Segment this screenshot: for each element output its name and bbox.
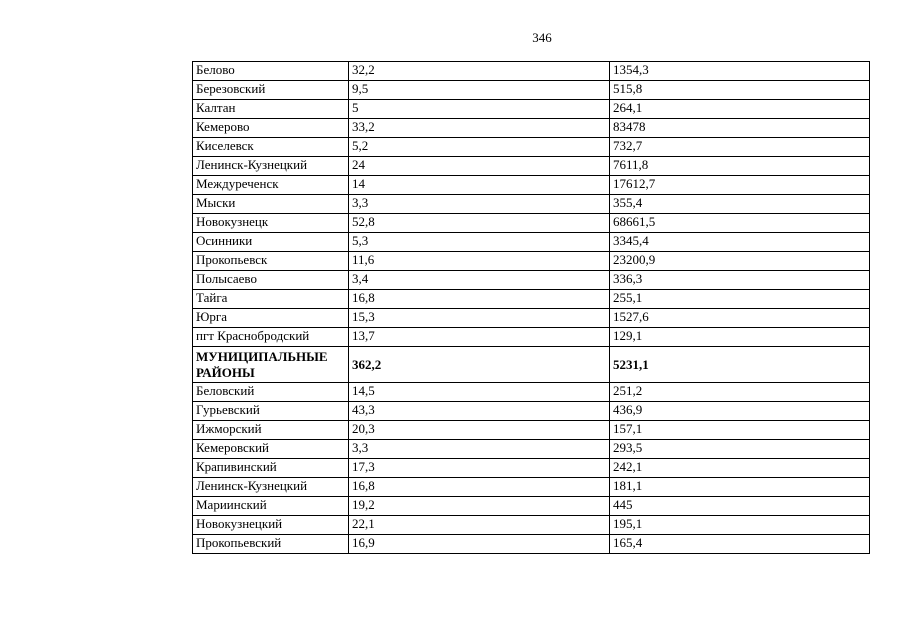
table-row [193,516,870,535]
value-2-cell: 195,1 [610,516,870,535]
value-2-cell: 7611,8 [610,157,870,176]
table-row [193,535,870,554]
value-2-cell: 157,1 [610,421,870,440]
value-2-cell: 255,1 [610,290,870,309]
value-1-cell: 13,7 [349,328,610,347]
district-name-cell: Кемерово [193,119,349,138]
table-row [193,271,870,290]
table-row [193,309,870,328]
district-name-cell: Березовский [193,81,349,100]
value-1-cell: 3,3 [349,195,610,214]
value-2-cell: 436,9 [610,402,870,421]
table-row [193,290,870,309]
value-1-cell: 20,3 [349,421,610,440]
table-row [193,233,870,252]
value-1-cell: 16,8 [349,290,610,309]
district-name-cell: Полысаево [193,271,349,290]
value-2-cell: 264,1 [610,100,870,119]
table-row [193,62,870,81]
page-number: 346 [532,30,552,45]
data-table [192,61,870,554]
value-2-cell: 355,4 [610,195,870,214]
table-row [193,100,870,119]
value-2-cell: 1527,6 [610,309,870,328]
value-1-cell: 5 [349,100,610,119]
section-value-2-cell: 5231,1 [610,347,870,383]
value-2-cell: 83478 [610,119,870,138]
value-1-cell: 52,8 [349,214,610,233]
value-1-cell: 14 [349,176,610,195]
value-1-cell: 3,4 [349,271,610,290]
district-name-cell: Мариинский [193,497,349,516]
district-name-cell: Ленинск-Кузнецкий [193,478,349,497]
district-name-cell: Калтан [193,100,349,119]
table-row [193,328,870,347]
district-name-cell: Белово [193,62,349,81]
section-name-cell: МУНИЦИПАЛЬНЫЕ РАЙОНЫ [193,347,349,383]
table-row [193,421,870,440]
value-2-cell: 732,7 [610,138,870,157]
district-name-cell: Беловский [193,383,349,402]
district-name-cell: Мыски [193,195,349,214]
value-1-cell: 17,3 [349,459,610,478]
value-2-cell: 251,2 [610,383,870,402]
district-name-cell: Юрга [193,309,349,328]
table-row [193,478,870,497]
district-name-cell: Новокузнецк [193,214,349,233]
table-row [193,195,870,214]
value-1-cell: 22,1 [349,516,610,535]
value-2-cell: 445 [610,497,870,516]
district-name-cell: Прокопьевский [193,535,349,554]
table-row [193,383,870,402]
district-name-cell: Тайга [193,290,349,309]
value-2-cell: 129,1 [610,328,870,347]
value-1-cell: 33,2 [349,119,610,138]
table-row [193,157,870,176]
district-name-cell: Крапивинский [193,459,349,478]
value-2-cell: 515,8 [610,81,870,100]
value-2-cell: 68661,5 [610,214,870,233]
value-2-cell: 181,1 [610,478,870,497]
table-row [193,214,870,233]
district-name-cell: пгт Краснобродский [193,328,349,347]
value-1-cell: 5,3 [349,233,610,252]
district-name-cell: Междуреченск [193,176,349,195]
value-2-cell: 17612,7 [610,176,870,195]
value-1-cell: 14,5 [349,383,610,402]
table-row [193,459,870,478]
value-2-cell: 293,5 [610,440,870,459]
district-name-cell: Прокопьевск [193,252,349,271]
value-1-cell: 5,2 [349,138,610,157]
district-name-cell: Новокузнецкий [193,516,349,535]
table-row [193,252,870,271]
value-1-cell: 3,3 [349,440,610,459]
district-name-cell: Киселевск [193,138,349,157]
value-2-cell: 3345,4 [610,233,870,252]
value-1-cell: 9,5 [349,81,610,100]
district-name-cell: Осинники [193,233,349,252]
table-row [193,138,870,157]
value-1-cell: 11,6 [349,252,610,271]
value-2-cell: 336,3 [610,271,870,290]
table-row [193,176,870,195]
table-body [193,62,870,554]
value-2-cell: 1354,3 [610,62,870,81]
value-1-cell: 16,9 [349,535,610,554]
section-value-1-cell: 362,2 [349,347,610,383]
value-1-cell: 19,2 [349,497,610,516]
value-1-cell: 43,3 [349,402,610,421]
value-2-cell: 242,1 [610,459,870,478]
value-2-cell: 165,4 [610,535,870,554]
district-name-cell: Ижморский [193,421,349,440]
value-1-cell: 32,2 [349,62,610,81]
value-1-cell: 16,8 [349,478,610,497]
value-1-cell: 24 [349,157,610,176]
table-row [193,402,870,421]
table-row [193,440,870,459]
value-1-cell: 15,3 [349,309,610,328]
district-name-cell: Кемеровский [193,440,349,459]
table-row [193,81,870,100]
value-2-cell: 23200,9 [610,252,870,271]
table-row [193,497,870,516]
table-row [193,119,870,138]
district-name-cell: Гурьевский [193,402,349,421]
district-name-cell: Ленинск-Кузнецкий [193,157,349,176]
section-header-row [193,347,870,383]
